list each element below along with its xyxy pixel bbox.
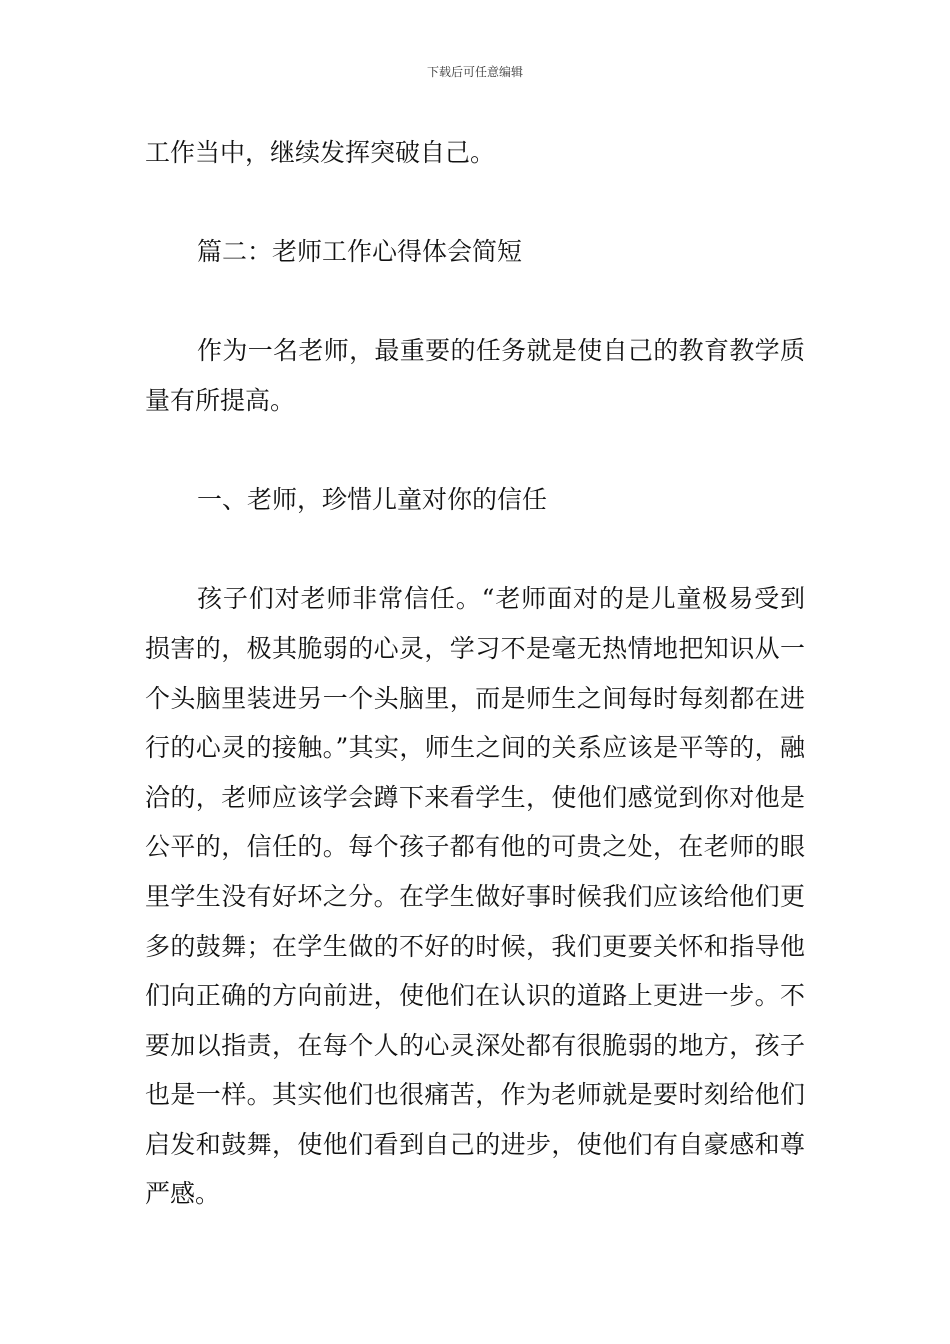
paragraph-continuation: 工作当中，继续发挥突破自己。 (145, 138, 496, 167)
spacer (145, 277, 805, 327)
subheading-one: 一、老师，珍惜儿童对你的信任 (197, 485, 548, 515)
document-body (145, 128, 805, 1219)
page-header: 下载后可任意编辑 (426, 65, 523, 79)
section-heading-part-two: 篇二：老师工作心得体会简短 (197, 237, 523, 267)
spacer (145, 426, 805, 476)
paragraph-trust: 孩子们对老师非常信任。“老师面对的是儿童极易受到损害的，极其脆弱的心灵，学习不是毫无热情地把知识从一个头脑里装进另一个头脑里，而是师生之间每时每刻都在进行的心灵的接触。”其实，师生之间的关系应该是平等的，融洽的，老师应该学会蹲下来看学生，使他们感觉到你对他是公平的，信任的。每个孩子都有他的可贵之处，在老师的眼里学生没有好坏之分。在学生做好事时候我们应该给他们更多的鼓舞；在学生做的不好的时候，我们更要关怀和指导他们向正确的方向前进，使他们在认识的道路上更进一步。不要加以指责，在每个人的心灵深处都有很脆弱的地方，孩子也是一样。其实他们也很痛苦，作为老师就是要时刻给他们启发和鼓舞，使他们看到自己的进步，使他们有自豪感和尊严感。 (145, 584, 805, 1209)
spacer (145, 525, 805, 575)
spacer (145, 178, 805, 228)
paragraph-intro: 作为一名老师，最重要的任务就是使自己的教育教学质量有所提高。 (145, 336, 805, 415)
